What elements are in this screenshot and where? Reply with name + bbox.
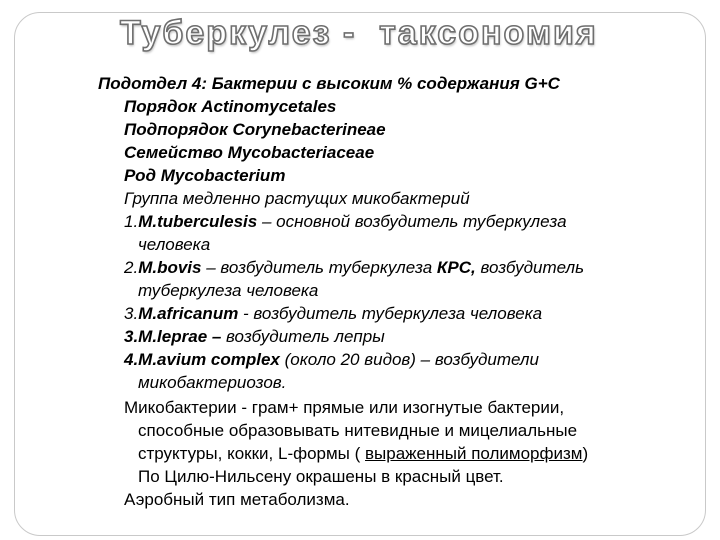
- species-description: – основной возбудитель туберкулеза: [257, 212, 567, 231]
- species-item-1-cont: [98, 233, 698, 256]
- metabolism-text: Аэробный тип метаболизма.: [124, 490, 350, 509]
- description-line-3-end: ): [582, 444, 589, 463]
- description-line-3: структуры, кокки, L-формы (: [138, 444, 366, 463]
- species-description: - возбудитель туберкулеза человека: [238, 304, 543, 323]
- suborder-text: Подпорядок Corynebacterineae: [124, 120, 386, 139]
- species-item-5-cont: [98, 371, 698, 394]
- species-description: (около 20 видов) – возбудители: [279, 350, 539, 369]
- species-name: M.tuberculesis: [138, 212, 258, 231]
- order-text: Порядок Actinomycetales: [124, 97, 337, 116]
- slide-content: [98, 72, 698, 511]
- description-paragraph: [98, 396, 698, 419]
- species-item-1: [98, 210, 698, 233]
- description-line-1: Микобактерии - грам+ прямые или изогнутые бактерии,: [124, 398, 565, 417]
- species-description-cont: туберкулеза человека: [138, 281, 319, 300]
- species-name: M.bovis: [138, 258, 202, 277]
- species-name: 3.M.leprae –: [124, 327, 222, 346]
- description-line-4: По Цилю-Нильсену окрашены в красный цвет.: [138, 467, 504, 486]
- slide-title: Туберкулез - таксономия: [120, 14, 598, 52]
- description-paragraph-l3: [98, 442, 698, 465]
- genus-text: Род Mycobacterium: [124, 166, 286, 185]
- species-item-3: [98, 302, 698, 325]
- species-description-tail: возбудитель: [475, 258, 585, 277]
- species-description: – возбудитель туберкулеза: [201, 258, 437, 277]
- species-description-cont: микобактериозов.: [138, 373, 287, 392]
- group-line: [98, 187, 698, 210]
- krs-text: КРС,: [436, 258, 476, 277]
- item-number: 1.: [124, 212, 139, 231]
- species-item-2-cont: [98, 279, 698, 302]
- species-name: 4.M.avium complex: [124, 350, 280, 369]
- species-item-5: [98, 348, 698, 371]
- family-line: [98, 141, 698, 164]
- description-paragraph-l2: [98, 419, 698, 442]
- polymorphism-underlined: выраженный полиморфизм: [365, 444, 583, 463]
- subdivision-text: Подотдел 4: Бактерии с высоким % содержания G+C: [98, 74, 560, 93]
- description-paragraph-l4: [98, 465, 698, 488]
- genus-line: [98, 164, 698, 187]
- order-line: [98, 95, 698, 118]
- item-number: 2.: [124, 258, 139, 277]
- suborder-line: [98, 118, 698, 141]
- description-line-2: способные образовывать нитевидные и мицелиальные: [138, 421, 578, 440]
- family-text: Семейство Mycobacteriaceae: [124, 143, 375, 162]
- species-description-cont: человека: [138, 235, 211, 254]
- group-text: Группа медленно растущих микобактерий: [124, 189, 470, 208]
- species-name: M.africanum: [138, 304, 239, 323]
- item-number: 3.: [124, 304, 139, 323]
- subdivision-line: [98, 72, 698, 95]
- species-item-2: [98, 256, 698, 279]
- metabolism-line: [98, 488, 698, 511]
- species-item-4: [98, 325, 698, 348]
- species-description: возбудитель лепры: [221, 327, 385, 346]
